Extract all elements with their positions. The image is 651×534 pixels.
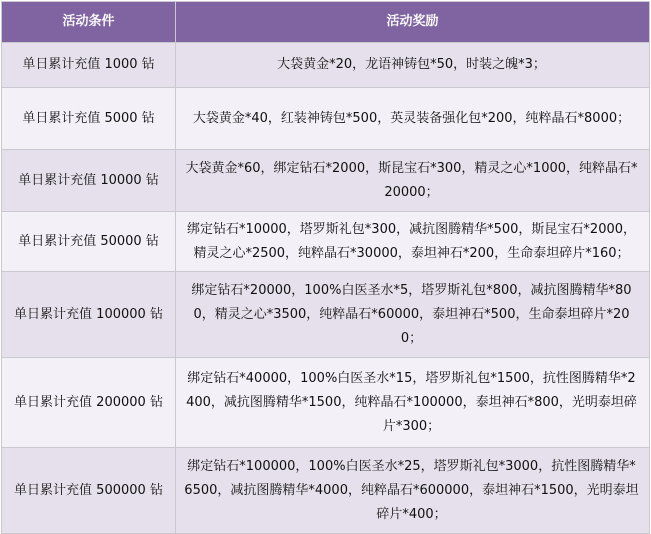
table-row — [2, 358, 650, 448]
table-header-row — [2, 2, 650, 43]
reward-cell: 大袋黄金*60，绑定钻石*2000，斯昆宝石*300，精灵之心*1000，纯粹晶石*20000； — [176, 150, 650, 212]
header-reward: 活动奖励 — [176, 2, 650, 43]
table-row — [2, 88, 650, 150]
rewards-table — [1, 1, 650, 534]
reward-cell: 绑定钻石*20000，100%白医圣水*5，塔罗斯礼包*800，减抗图腾精华*800，精灵之心*3500，纯粹晶石*60000，泰坦神石*500，生命泰坦碎片*200； — [176, 272, 650, 358]
condition-cell: 单日累计充值 100000 钻 — [2, 272, 176, 358]
table-row — [2, 272, 650, 358]
reward-cell: 大袋黄金*40，红装神铸包*500，英灵装备强化包*200，纯粹晶石*8000； — [176, 88, 650, 150]
reward-cell: 大袋黄金*20，龙语神铸包*50，时装之魄*3； — [176, 43, 650, 88]
condition-cell: 单日累计充值 50000 钻 — [2, 212, 176, 272]
condition-cell: 单日累计充值 10000 钻 — [2, 150, 176, 212]
table-row — [2, 150, 650, 212]
table-row — [2, 212, 650, 272]
header-condition: 活动条件 — [2, 2, 176, 43]
table-row — [2, 448, 650, 534]
condition-cell: 单日累计充值 5000 钻 — [2, 88, 176, 150]
condition-cell: 单日累计充值 1000 钻 — [2, 43, 176, 88]
reward-cell: 绑定钻石*40000，100%白医圣水*15，塔罗斯礼包*1500，抗性图腾精华*2400，减抗图腾精华*1500，纯粹晶石*100000，泰坦神石*800，光明泰坦碎片*300； — [176, 358, 650, 448]
condition-cell: 单日累计充值 500000 钻 — [2, 448, 176, 534]
condition-cell: 单日累计充值 200000 钻 — [2, 358, 176, 448]
reward-cell: 绑定钻石*100000，100%白医圣水*25，塔罗斯礼包*3000，抗性图腾精华*6500，减抗图腾精华*4000，纯粹晶石*600000，泰坦神石*1500，光明泰坦碎片*400； — [176, 448, 650, 534]
table-row — [2, 43, 650, 88]
reward-cell: 绑定钻石*10000，塔罗斯礼包*300，减抗图腾精华*500，斯昆宝石*2000，精灵之心*2500，纯粹晶石*30000，泰坦神石*200，生命泰坦碎片*160； — [176, 212, 650, 272]
